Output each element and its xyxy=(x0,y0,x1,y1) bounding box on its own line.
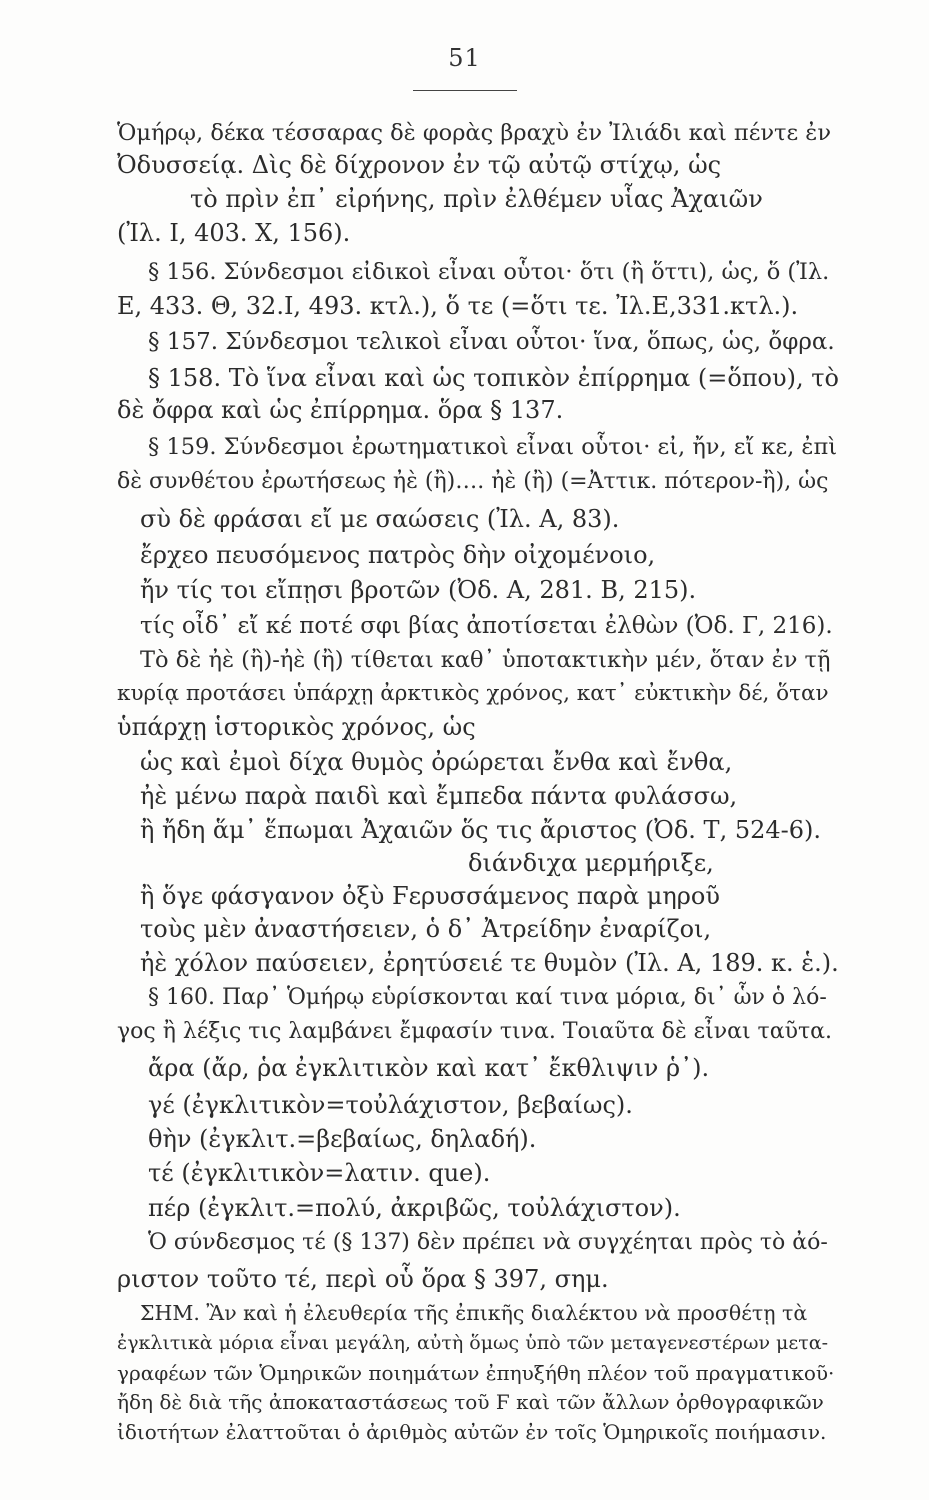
verse-line: τὸ πρὶν ἐπ᾿ εἰρήνης, πρὶν ἐλθέμεν υἷας Ἀχαιῶν xyxy=(190,185,763,213)
text-line: ριστον τοῦτο τέ, περὶ οὗ ὅρα § 397, σημ. xyxy=(117,1265,609,1293)
text-line: δὲ συνθέτου ἐρωτήσεως ἠὲ (ἢ)…. ἠὲ (ἢ) (=Ἀττικ. πότερον-ἢ), ὡς xyxy=(117,469,829,494)
particle-line: ἄρα (ἄρ, ῥα ἐγκλιτικὸν καὶ κατ᾿ ἔκθλιψιν ῥ᾿). xyxy=(148,1054,710,1082)
note-line: ἐγκλιτικὰ μόρια εἶναι μεγάλη, αὐτὴ ὅμως ὑπὸ τῶν μεταγενεστέρων μετα- xyxy=(117,1332,828,1354)
note-line: ἰδιοτήτων ἐλαττοῦται ὁ ἀριθμὸς αὐτῶν ἐν τοῖς Ὁμηρικοῖς ποιήμασιν. xyxy=(117,1420,827,1444)
verse-line: ἠὲ μένω παρὰ παιδὶ καὶ ἔμπεδα πάντα φυλάσσω, xyxy=(140,782,738,810)
text-line: γος ἢ λέξις τις λαμβάνει ἔμφασίν τινα. Τοιαῦτα δὲ εἶναι ταῦτα. xyxy=(117,1019,832,1044)
verse-line: διάνδιχα μερμήριξε, xyxy=(468,849,714,877)
section-158-line: § 158. Τὸ ἵνα εἶναι καὶ ὡς τοπικὸν ἐπίρρημα (=ὅπου), τὸ xyxy=(148,364,839,392)
particle-line: πέρ (ἐγκλιτ.=πολύ, ἀκριβῶς, τοὐλάχιστον). xyxy=(148,1194,681,1222)
page-number: 51 xyxy=(448,44,481,72)
section-159-line: § 159. Σύνδεσμοι ἐρωτηματικοὶ εἶναι οὗτοι· εἰ, ἤν, εἴ κε, ἐπὶ xyxy=(148,434,838,460)
particle-line: τέ (ἐγκλιτικὸν=λατιν. que). xyxy=(148,1159,491,1187)
section-157-line: § 157. Σύνδεσμοι τελικοὶ εἶναι οὗτοι· ἵνα, ὅπως, ὡς, ὄφρα. xyxy=(148,329,835,355)
verse-line: ἤν τίς τοι εἴπῃσι βροτῶν (Ὀδ. Α, 281. Β, 215). xyxy=(140,576,697,604)
section-160-line: § 160. Παρ᾿ Ὁμήρῳ εὑρίσκονται καί τινα μόρια, δι᾿ ὧν ὁ λό- xyxy=(148,985,827,1010)
section-156-line: § 156. Σύνδεσμοι εἰδικοὶ εἶναι οὗτοι· ὅτι (ἢ ὅττι), ὡς, ὅ (Ἰλ. xyxy=(148,259,830,285)
text-line: Ὁ σύνδεσμος τέ (§ 137) δὲν πρέπει νὰ συγχέηται πρὸς τὸ ἀό- xyxy=(148,1230,828,1255)
text-line: ὑπάρχῃ ἱστορικὸς χρόνος, ὡς xyxy=(117,713,476,741)
particle-line: γέ (ἐγκλιτικὸν=τοὐλάχιστον, βεβαίως). xyxy=(148,1091,633,1119)
particle-line: θὴν (ἐγκλιτ.=βεβαίως, δηλαδή). xyxy=(148,1125,537,1153)
verse-line: ἢ ὅγε φάσγανον ὀξὺ Ϝερυσσάμενος παρὰ μηροῦ xyxy=(140,882,720,910)
text-line: Τὸ δὲ ἠὲ (ἢ)-ἠὲ (ἢ) τίθεται καθ᾿ ὑποτακτικὴν μέν, ὅταν ἐν τῇ xyxy=(140,647,831,673)
citation-line: (Ἰλ. Ι, 403. Χ, 156). xyxy=(117,219,351,247)
text-line: Ὁμήρῳ, δέκα τέσσαρας δὲ φορὰς βραχὺ ἐν Ἰλιάδι καὶ πέντε ἐν xyxy=(117,120,832,146)
verse-line: σὺ δὲ φράσαι εἴ με σαώσεις (Ἰλ. Α, 83). xyxy=(140,505,620,533)
text-line: Ὀδυσσείᾳ. Δὶς δὲ δίχρονον ἐν τῷ αὐτῷ στίχῳ, ὡς xyxy=(117,151,722,179)
verse-line: τίς οἶδ᾿ εἴ κέ ποτέ σφι βίας ἀποτίσεται ἐλθὼν (Ὀδ. Γ, 216). xyxy=(140,613,833,639)
verse-line: ἔρχεο πευσόμενος πατρὸς δὴν οἰχομένοιο, xyxy=(140,541,656,569)
text-line: κυρίᾳ προτάσει ὑπάρχῃ ἀρκτικὸς χρόνος, κατ᾿ εὐκτικὴν δέ, ὅταν xyxy=(117,681,829,706)
verse-line: τοὺς μὲν ἀναστήσειεν, ὁ δ᾿ Ἀτρείδην ἐναρίζοι, xyxy=(140,915,712,943)
verse-line: ἠὲ χόλον παύσειεν, ἐρητύσειέ τε θυμὸν (Ἰλ. Α, 189. κ. ἑ.). xyxy=(140,949,839,977)
note-line: ΣΗΜ. Ἂν καὶ ἡ ἐλευθερία τῆς ἐπικῆς διαλέκτου νὰ προσθέτῃ τὰ xyxy=(140,1301,808,1325)
note-line: ἤδη δὲ διὰ τῆς ἀποκαταστάσεως τοῦ Ϝ καὶ τῶν ἄλλων ὀρθογραφικῶν xyxy=(117,1390,824,1414)
verse-line: ἢ ἤδη ἅμ᾿ ἕπωμαι Ἀχαιῶν ὅς τις ἄριστος (Ὀδ. Τ, 524-6). xyxy=(140,816,821,844)
text-line: Ε, 433. Θ, 32.Ι, 493. κτλ.), ὅ τε (=ὅτι τε. Ἰλ.Ε,331.κτλ.). xyxy=(117,292,799,320)
note-line: γραφέων τῶν Ὁμηρικῶν ποιημάτων ἐπηυξήθη πλέον τοῦ πραγματικοῦ· xyxy=(117,1361,835,1385)
text-line: δὲ ὄφρα καὶ ὡς ἐπίρρημα. ὅρα § 137. xyxy=(117,396,564,424)
verse-line: ὡς καὶ ἐμοὶ δίχα θυμὸς ὀρώρεται ἔνθα καὶ ἔνθα, xyxy=(140,748,733,776)
